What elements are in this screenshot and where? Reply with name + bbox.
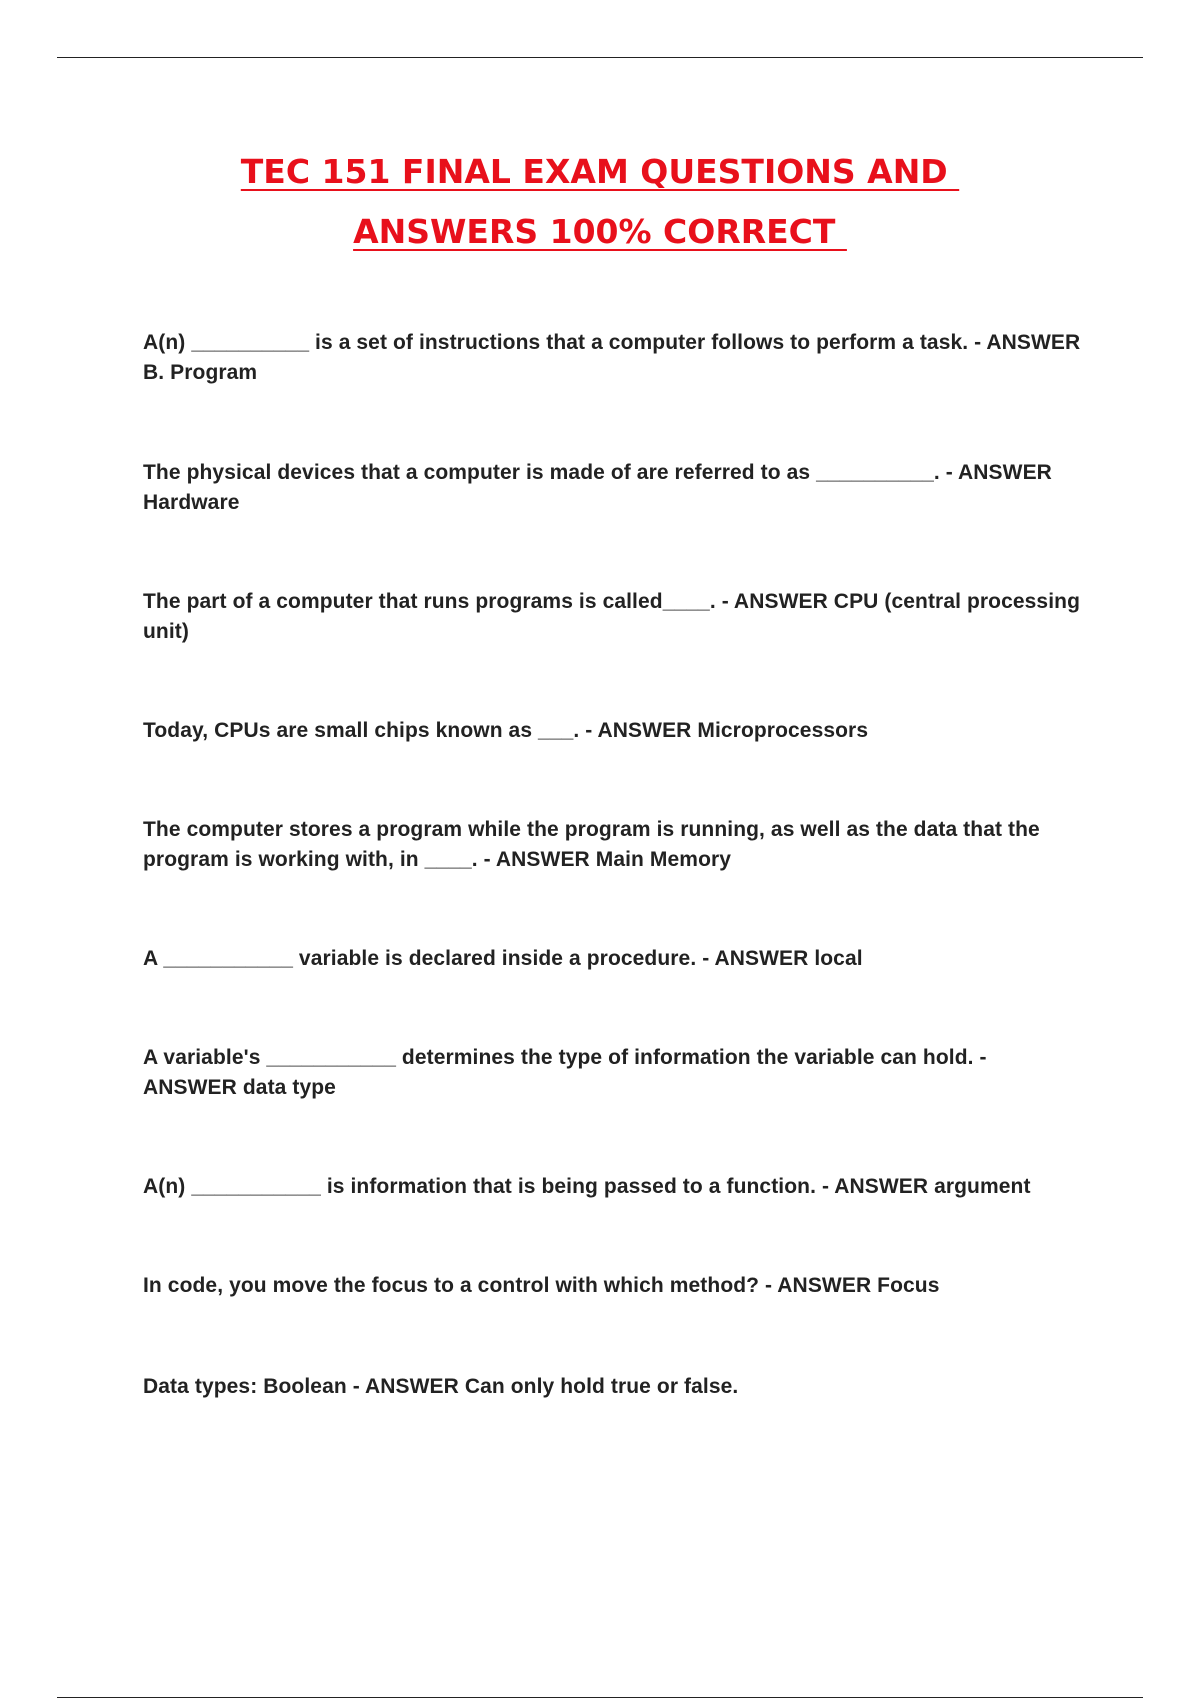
qa-item-1: A(n) __________ is a set of instructions that a computer follows to perform a task. - ANSWER B. Program	[143, 331, 1081, 384]
qa-item-8: A(n) ___________ is information that is being passed to a function. - ANSWER argument	[143, 1175, 1031, 1198]
header-rule	[57, 57, 1143, 58]
title-line-2: ANSWERS 100% CORRECT	[353, 212, 847, 251]
qa-item-10: Data types: Boolean - ANSWER Can only hold true or false.	[143, 1375, 739, 1398]
qa-item-5: The computer stores a program while the program is running, as well as the data that the program is working with, in ____. - ANSWER Main Memory	[143, 818, 1040, 871]
qa-item-9: In code, you move the focus to a control with which method? - ANSWER Focus	[143, 1274, 940, 1297]
footer-rule	[57, 1697, 1143, 1698]
document-title	[0, 142, 1200, 262]
qa-item-6: A ___________ variable is declared inside a procedure. - ANSWER local	[143, 947, 863, 970]
qa-item-2: The physical devices that a computer is made of are referred to as __________. - ANSWER Hardware	[143, 461, 1052, 514]
title-line-1: TEC 151 FINAL EXAM QUESTIONS AND	[240, 152, 960, 191]
qa-item-4: Today, CPUs are small chips known as ___. - ANSWER Microprocessors	[143, 719, 869, 742]
qa-item-3: The part of a computer that runs programs is called____. - ANSWER CPU (central processing unit)	[143, 590, 1081, 643]
qa-item-7: A variable's ___________ determines the type of information the variable can hold. - ANSWER data type	[143, 1046, 987, 1099]
